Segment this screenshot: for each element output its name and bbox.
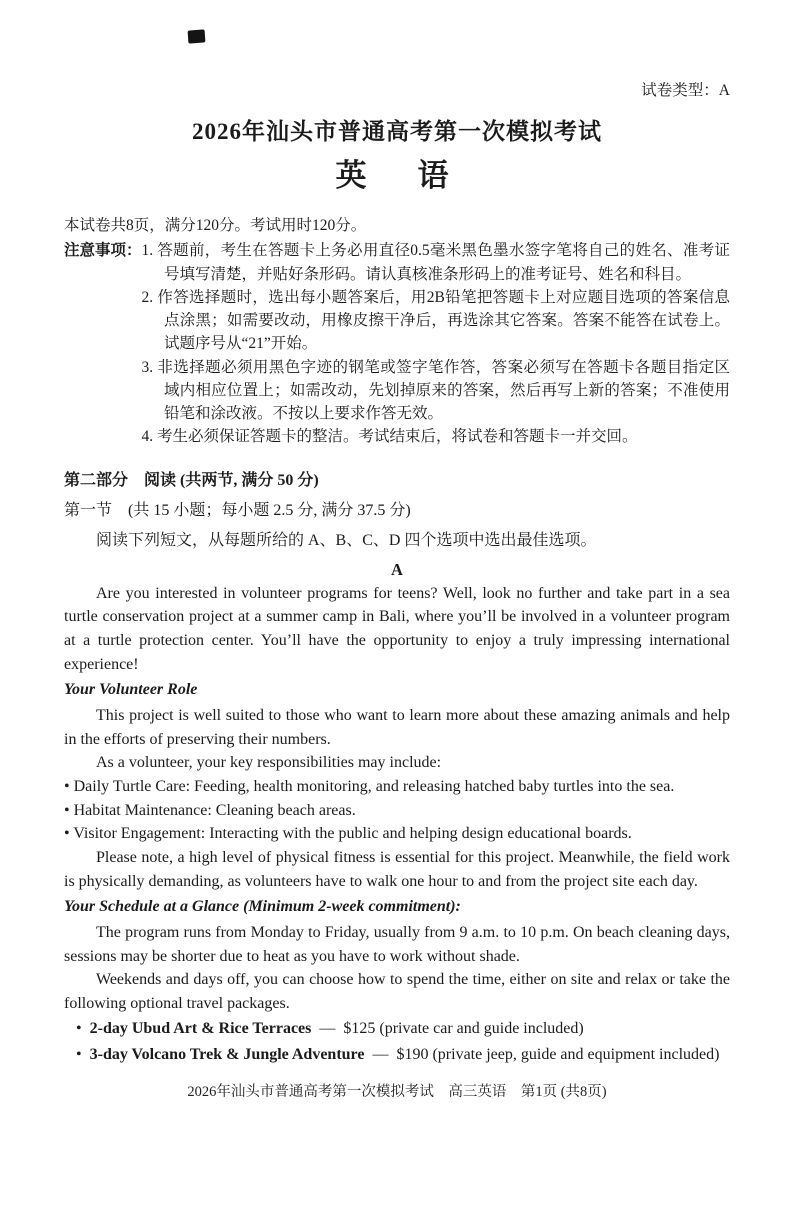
bullet-item-habitat-maintenance: • Habitat Maintenance: Cleaning beach areas. [64,801,356,819]
subject-title: 英 语 [335,158,459,193]
bullet-icon: • [76,1019,82,1037]
bullet-item-visitor-engagement: • Visitor Engagement: Interacting with the public and helping design educational boards. [64,825,632,843]
bullet-icon: • [76,1045,82,1063]
section-instruction: 阅读下列短文，从每题所给的 A、B、C、D 四个选项中选出最佳选项。 [96,531,597,549]
note-item-4: 4. 考生必须保证答题卡的整洁。考试结束后，将试卷和答题卡一并交回。 [141,428,638,446]
volunteer-role-heading: Your Volunteer Role [64,681,198,699]
package-name: 3-day Volcano Trek & Jungle Adventure [89,1045,365,1063]
notes-list [142,239,730,448]
section-node-heading: 第一节 (共 15 小题；每小题 2.5 分, 满分 37.5 分) [64,501,411,519]
package-name: 2-day Ubud Art & Rice Terraces [89,1019,312,1037]
page-footer: 2026年汕头市普通高考第一次模拟考试 高三英语 第1页 (共8页) [187,1084,607,1100]
note-item-3: 3. 非选择题必须用黑色字迹的钢笔或签字笔作答，答案必须写在答题卡各题目指定区域内相应位置上；如需改动，先划掉原来的答案，然后再写上新的答案；不准使用铅笔和涂改液。不按以上要求作答无效。 [141,358,730,422]
package-separator: — [372,1045,389,1063]
exam-info-line: 本试卷共8页，满分120分。考试用时120分。 [64,217,367,234]
section-part-heading: 第二部分 阅读 (共两节, 满分 50 分) [64,471,319,489]
responsibilities-intro: As a volunteer, your key responsibilities may include: [96,754,442,772]
schedule-heading: Your Schedule at a Glance (Minimum 2-week commitment): [64,898,461,916]
scan-ink-mark [188,29,206,43]
note-item-1: 1. 答题前，考生在答题卡上务必用直径0.5毫米黑色墨水签字笔将自己的姓名、准考证号填写清楚，并贴好条形码。请认真核准条形码上的准考证号、姓名和科目。 [141,242,730,283]
passage-intro-paragraph: Are you interested in volunteer programs for teens? Well, look no further and take part in a sea turtle conservation project at a summer camp in Bali, where you’ll be involved in a volunteer program at a turtle protection center. You’ll have the opportunity to enjoy a truly impressing international experience! [64,584,730,673]
note-item-2: 2. 作答选择题时，选出每小题答案后，用2B铅笔把答题卡上对应题目选项的答案信息点涂黑；如需要改动，用橡皮擦干净后，再选涂其它答案。答案不能答在试卷上。试题序号从“21”开始。 [141,288,730,353]
package-detail: $190 (private jeep, guide and equipment included) [396,1045,720,1063]
exam-type-label: 试卷类型：A [641,82,730,99]
exam-title: 2026年汕头市普通高考第一次模拟考试 [192,119,602,144]
travel-package-item-ubud [64,1017,730,1042]
notes-label: 注意事项： [64,242,142,260]
package-detail: $125 (private car and guide included) [343,1019,584,1037]
travel-package-item-volcano [64,1043,730,1068]
role-paragraph: This project is well suited to those who want to learn more about these amazing animals and help in the efforts of preserving their numbers. [64,706,730,748]
package-separator: — [319,1019,336,1037]
fitness-paragraph: Please note, a high level of physical fitness is essential for this project. Meanwhile, the field work is physically demanding, as volunteers have to walk one hour to and from the project site each day. [64,848,730,890]
bullet-item-daily-turtle-care: • Daily Turtle Care: Feeding, health monitoring, and releasing hatched baby turtles into the sea. [64,777,675,795]
weekend-paragraph: Weekends and days off, you can choose how to spend the time, either on site and relax or take the following optional travel packages. [64,971,730,1012]
notes-block [64,239,730,448]
passage-body [64,582,730,1068]
schedule-paragraph: The program runs from Monday to Friday, usually from 9 a.m. to 10 p.m. On beach cleaning days, sessions may be shorter due to heat as you have to work without shade. [64,923,730,965]
passage-label: A [391,559,403,579]
